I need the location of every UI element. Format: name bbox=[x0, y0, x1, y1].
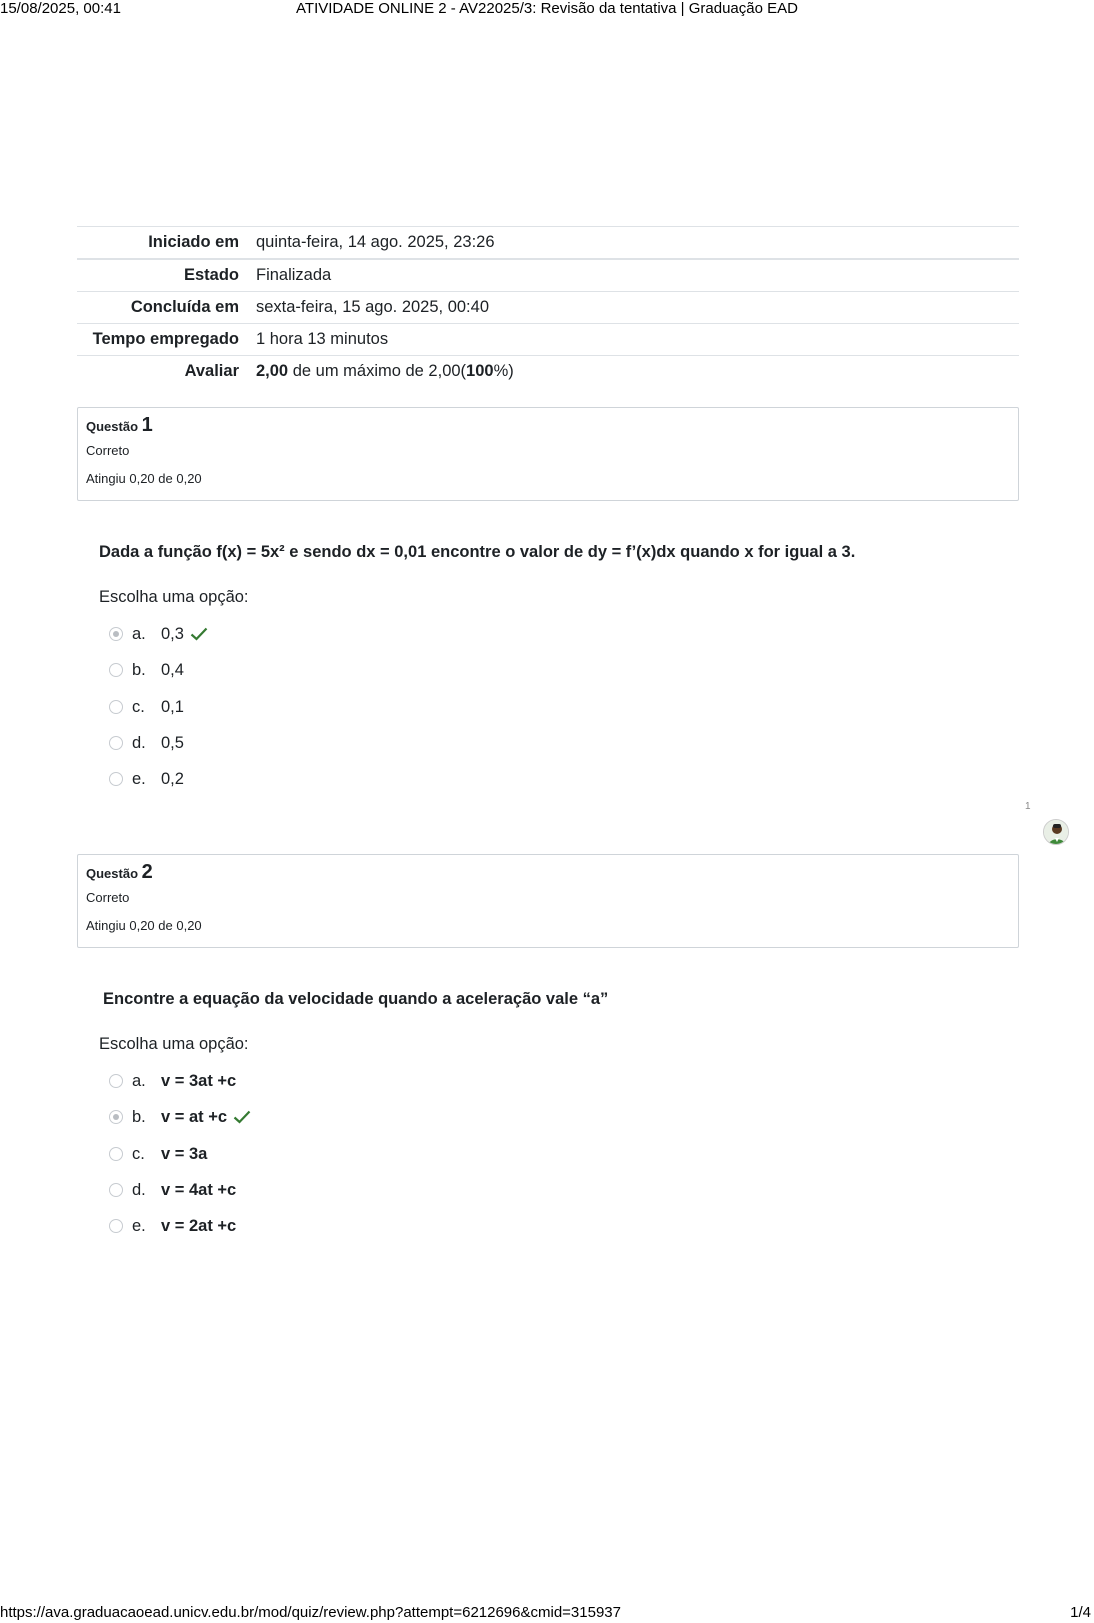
option-letter: b. bbox=[132, 1107, 146, 1126]
answer-option[interactable] bbox=[99, 622, 208, 646]
question-1-prompt: Escolha uma opção: bbox=[99, 588, 249, 606]
check-icon bbox=[190, 627, 208, 641]
question-1-text: Dada a função f(x) = 5x² e sendo dx = 0,01 encontre o valor de dy = f’(x)dx quando x for igual a 3. bbox=[99, 543, 856, 561]
radio-button[interactable] bbox=[109, 1074, 123, 1088]
summary-row-grade bbox=[77, 356, 1019, 387]
radio-button[interactable] bbox=[109, 700, 123, 714]
option-letter: d. bbox=[132, 733, 146, 752]
print-title: ATIVIDADE ONLINE 2 - AV22025/3: Revisão da tentativa | Graduação EAD bbox=[296, 0, 798, 17]
grade-mid: de um máximo de 2,00( bbox=[288, 362, 467, 380]
option-letter: b. bbox=[132, 660, 146, 679]
question-state: Correto bbox=[86, 890, 130, 905]
question-2-text: Encontre a equação da velocidade quando a aceleração vale “a” bbox=[103, 990, 609, 1008]
grade-percent: 100 bbox=[466, 362, 494, 380]
question-grade: Atingiu 0,20 de 0,20 bbox=[86, 471, 202, 486]
option-value: 0,4 bbox=[161, 660, 184, 679]
check-icon bbox=[233, 1110, 251, 1124]
radio-button[interactable] bbox=[109, 1183, 123, 1197]
option-letter: e. bbox=[132, 1216, 146, 1235]
option-value: 0,3 bbox=[161, 624, 184, 643]
grade-score: 2,00 bbox=[256, 362, 289, 380]
radio-button[interactable] bbox=[109, 1110, 123, 1124]
option-value: 0,2 bbox=[161, 769, 184, 788]
question-number: Questão 2 bbox=[86, 861, 153, 883]
question-number-value: 1 bbox=[141, 414, 153, 436]
summary-value: sexta-feira, 15 ago. 2025, 00:40 bbox=[256, 298, 489, 316]
avatar-image bbox=[1044, 820, 1069, 845]
question-1-info bbox=[77, 407, 1019, 501]
print-header bbox=[0, 0, 1094, 18]
option-value: v = 3a bbox=[161, 1144, 208, 1163]
page-marker: 1 bbox=[1025, 801, 1031, 812]
print-page-number: 1/4 bbox=[1070, 1604, 1091, 1621]
question-grade: Atingiu 0,20 de 0,20 bbox=[86, 918, 202, 933]
option-value: v = 4at +c bbox=[161, 1180, 237, 1199]
radio-button[interactable] bbox=[109, 627, 123, 641]
summary-value bbox=[239, 356, 514, 387]
radio-button[interactable] bbox=[109, 736, 123, 750]
option-letter: c. bbox=[132, 697, 145, 716]
option-letter: e. bbox=[132, 769, 146, 788]
option-value: 0,5 bbox=[161, 733, 184, 752]
question-state: Correto bbox=[86, 443, 130, 458]
summary-value: 1 hora 13 minutos bbox=[256, 330, 389, 348]
option-letter: c. bbox=[132, 1144, 145, 1163]
answer-option[interactable] bbox=[99, 1069, 236, 1093]
option-value: 0,1 bbox=[161, 697, 184, 716]
option-letter: d. bbox=[132, 1180, 146, 1199]
radio-button[interactable] bbox=[109, 1219, 123, 1233]
answer-option[interactable] bbox=[99, 658, 184, 682]
answer-option[interactable] bbox=[99, 1105, 251, 1129]
option-letter: a. bbox=[132, 1071, 146, 1090]
option-value: v = at +c bbox=[161, 1107, 228, 1126]
summary-row-state bbox=[77, 260, 1019, 292]
print-date: 15/08/2025, 00:41 bbox=[0, 0, 121, 17]
answer-option[interactable] bbox=[99, 767, 184, 791]
radio-button[interactable] bbox=[109, 663, 123, 677]
radio-button[interactable] bbox=[109, 772, 123, 786]
summary-row-time bbox=[77, 324, 1019, 356]
summary-label: Iniciado em bbox=[148, 233, 239, 251]
summary-row-completed bbox=[77, 292, 1019, 324]
avatar-icon[interactable] bbox=[1043, 819, 1069, 845]
answer-option[interactable] bbox=[99, 1142, 207, 1166]
option-value: v = 3at +c bbox=[161, 1071, 237, 1090]
grade-end: %) bbox=[493, 362, 514, 380]
print-footer bbox=[0, 1604, 1094, 1622]
summary-label: Concluída em bbox=[130, 298, 239, 316]
answer-option[interactable] bbox=[99, 1178, 236, 1202]
question-number-value: 2 bbox=[141, 861, 153, 883]
answer-option[interactable] bbox=[99, 695, 184, 719]
attempt-summary-table bbox=[77, 226, 1019, 387]
option-letter: a. bbox=[132, 624, 146, 643]
summary-row-started bbox=[77, 227, 1019, 260]
question-2-prompt: Escolha uma opção: bbox=[99, 1035, 249, 1053]
answer-option[interactable] bbox=[99, 731, 184, 755]
question-number: Questão 1 bbox=[86, 414, 153, 436]
print-url: https://ava.graduacaoead.unicv.edu.br/mod/quiz/review.php?attempt=6212696&cmid=315937 bbox=[0, 1604, 621, 1621]
summary-label: Avaliar bbox=[184, 362, 239, 380]
summary-label: Estado bbox=[183, 266, 239, 284]
question-2-info bbox=[77, 854, 1019, 948]
radio-button[interactable] bbox=[109, 1147, 123, 1161]
summary-label: Tempo empregado bbox=[92, 330, 239, 348]
summary-value: quinta-feira, 14 ago. 2025, 23:26 bbox=[256, 233, 495, 251]
summary-value: Finalizada bbox=[256, 266, 332, 284]
option-value: v = 2at +c bbox=[161, 1216, 237, 1235]
answer-option[interactable] bbox=[99, 1214, 236, 1238]
